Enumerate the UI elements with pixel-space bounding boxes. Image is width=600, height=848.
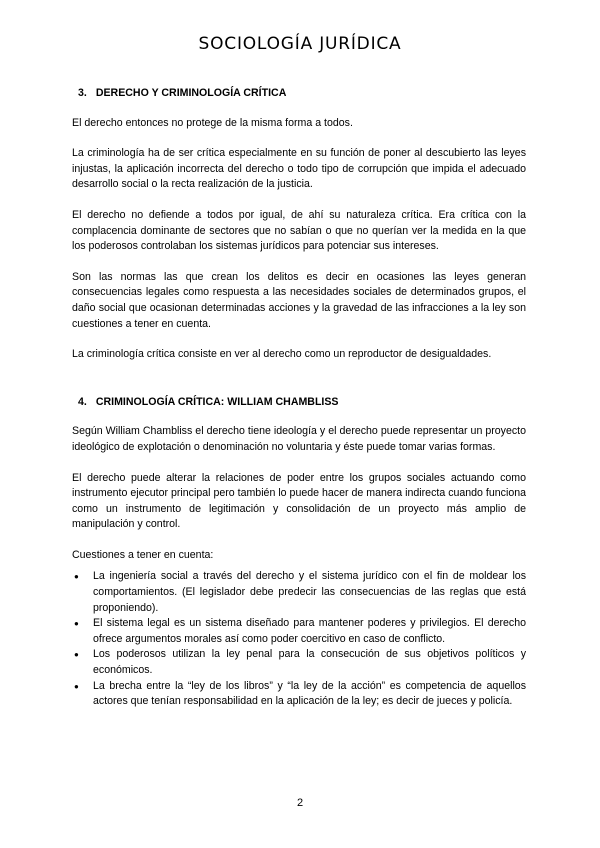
paragraph: El derecho puede alterar la relaciones de poder entre los grupos sociales actuando como instrumento ejecutor principal pero también lo puede hacer de manera indirecta cuando funciona como un instrumento de legitimación y consolidación de un proyecto más amplio de manipulación y control. (72, 471, 526, 531)
bullet-list (72, 569, 526, 709)
list-item: ● La ingeniería social a través del derecho y el sistema jurídico con el fin de moldear los comportamientos. (El legislador debe predecir las consecuencias de las reglas que está proponiendo). (72, 569, 526, 616)
section-title: DERECHO Y CRIMINOLOGÍA CRÍTICA (95, 87, 287, 99)
page-number: 2 (296, 797, 304, 809)
paragraph: El derecho entonces no protege de la misma forma a todos. (72, 116, 353, 129)
paragraph: La criminología ha de ser crítica especialmente en su función de poner al descubierto las leyes injustas, la aplicación incorrecta del derecho o todo tipo de corrupción que impida el adecuado desarrollo social o la recta realización de la justicia. (72, 147, 526, 191)
paragraph: Son las normas las que crean los delitos es decir en ocasiones las leyes generan consecuencias legales como respuesta a las necesidades sociales de determinados grupos, el daño social que ocasionan determinadas acciones y la gravedad de las infracciones a la ley son cuestiones a tener en cuenta. (72, 270, 526, 330)
paragraph: La criminología crítica consiste en ver al derecho como un reproductor de desigualdades. (72, 348, 492, 361)
paragraph: El derecho no defiende a todos por igual, de ahí su naturaleza crítica. Era crítica con la complacencia dominante de sectores que no sabían o que no querían ver la medida en la que los poderosos controlaban los sistemas jurídicos para potenciar sus intereses. (72, 208, 526, 253)
section-number: 4. (78, 395, 87, 408)
section-title: CRIMINOLOGÍA CRÍTICA: WILLIAM CHAMBLISS (95, 395, 339, 408)
page-title: SOCIOLOGÍA JURÍDICA (198, 34, 402, 54)
section-heading-4 (78, 395, 526, 411)
paragraph: Según William Chambliss el derecho tiene ideología y el derecho puede representar un proyecto ideológico de explotación o denominación no voluntaria y éste puede tomar varias formas. (72, 425, 526, 453)
paragraph: Cuestiones a tener en cuenta: (72, 548, 214, 561)
section-heading-3 (78, 86, 526, 102)
list-item: ● El sistema legal es un sistema diseñado para mantener poderes y privilegios. El derecho ofrece argumentos morales así como poder coercitivo en caso de conflicto. (72, 616, 526, 647)
list-item: ● Los poderosos utilizan la ley penal para la consecución de sus objetivos políticos y económicos. (72, 647, 526, 678)
list-item: ● La brecha entre la “ley de los libros” y “la ley de la acción” es competencia de aquellos actores que tenían responsabilidad en la aplicación de la ley; es decir de jueces y policía. (72, 679, 526, 710)
document-body (72, 86, 526, 710)
section-number: 3. (78, 87, 87, 99)
